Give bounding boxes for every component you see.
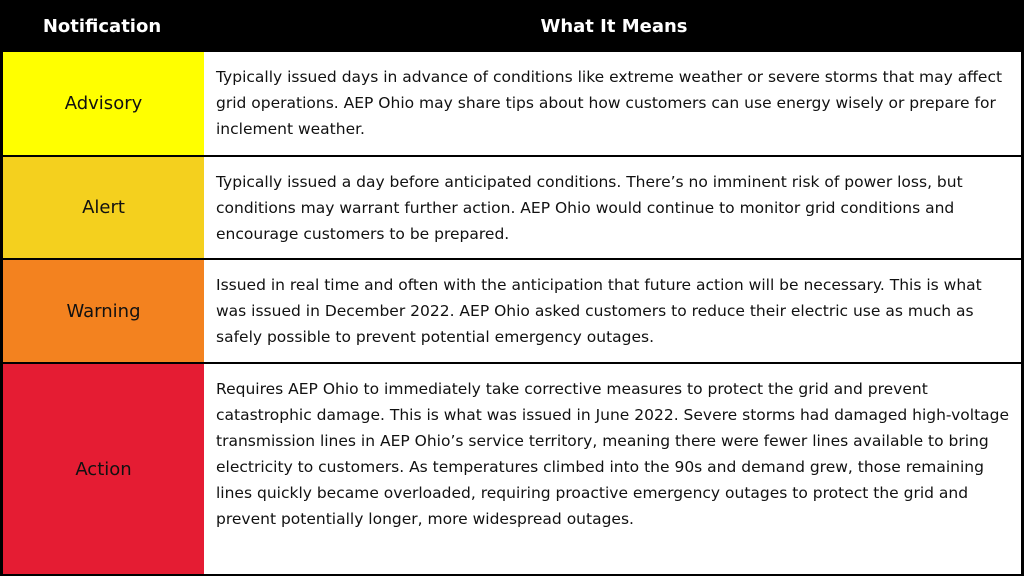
level-description-advisory: Typically issued days in advance of conditions like extreme weather or severe storms that may affect grid operations. AEP Ohio may share tips about how customers can use energy wisely or prepare for inclement weather. (204, 52, 1021, 155)
table-header (0, 0, 1024, 52)
table-row-warning (3, 260, 1021, 362)
level-label-advisory: Advisory (3, 52, 204, 155)
table-row-alert (3, 157, 1021, 258)
header-what-it-means: What It Means (540, 15, 688, 37)
level-description-action: Requires AEP Ohio to immediately take corrective measures to protect the grid and prevent catastrophic damage. This is what was issued in June 2022. Severe storms had damaged high-voltage transmission lines in AEP Ohio’s service territory, meaning there were fewer lines available to bring electricity to customers. As temperatures climbed into the 90s and demand grew, those remaining lines quickly became overloaded, requiring proactive emergency outages to protect the grid and prevent potentially longer, more widespread outages. (204, 364, 1021, 574)
table-row-advisory (3, 52, 1021, 155)
level-description-alert: Typically issued a day before anticipated conditions. There’s no imminent risk of power loss, but conditions may warrant further action. AEP Ohio would continue to monitor grid conditions and encourage customers to be prepared. (204, 157, 1021, 258)
table-row-action (3, 364, 1021, 574)
level-description-warning: Issued in real time and often with the anticipation that future action will be necessary. This is what was issued in December 2022. AEP Ohio asked customers to reduce their electric use as much as safely possible to prevent potential emergency outages. (204, 260, 1021, 362)
level-label-warning: Warning (3, 260, 204, 362)
level-label-alert: Alert (3, 157, 204, 258)
header-notification: Notification (42, 15, 162, 37)
level-label-action: Action (3, 364, 204, 574)
